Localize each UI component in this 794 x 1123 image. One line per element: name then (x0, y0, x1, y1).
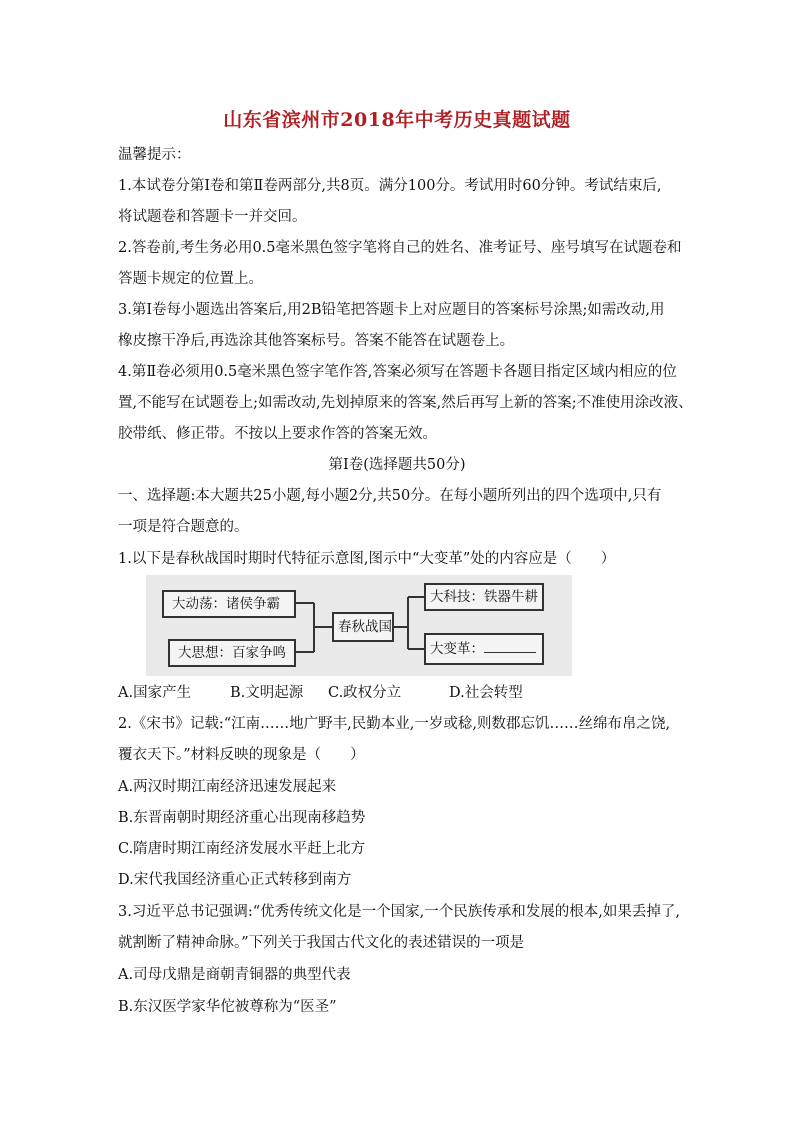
era-diagram (146, 575, 572, 676)
notice-line: 置,不能写在试题卷上;如需改动,先划掉原来的答案,然后再写上新的答案;不准使用涂改液、 (118, 395, 693, 411)
notice-line: 2.答卷前,考生务必用0.5毫米黑色签字笔将自己的姓名、准考证号、座号填写在试题卷和 (118, 240, 682, 256)
page-title: 山东省滨州市2018年中考历史真题试题 (223, 109, 571, 131)
section-intro: 一、选择题:本大题共25小题,每小题2分,共50分。在每小题所列出的四个选项中,只有 (118, 488, 662, 504)
q2-option-a: A.两汉时期江南经济迅速发展起来 (118, 779, 337, 795)
question-2-stem: 2.《宋书》记载:“江南……地广野丰,民勤本业,一岁或稔,则数郡忘饥……丝绵布帛之饶, (118, 716, 671, 732)
notice-line: 4.第Ⅱ卷必须用0.5毫米黑色签字笔作答,答案必须写在答题卡各题目指定区域内相应的位 (118, 364, 677, 380)
notice-line: 1.本试卷分第Ⅰ卷和第Ⅱ卷两部分,共8页。满分100分。考试用时60分钟。考试结束后, (118, 178, 662, 194)
q2-option-d: D.宋代我国经济重心正式转移到南方 (118, 872, 352, 888)
notice-line: 答题卡规定的位置上。 (118, 271, 263, 287)
box-center: 春秋战国 (332, 612, 394, 642)
q3-option-a: A.司母戊鼎是商朝青铜器的典型代表 (118, 967, 351, 983)
box-left-bottom: 大思想：百家争鸣 (168, 639, 296, 667)
q1-option-b: B.文明起源 (230, 685, 304, 701)
question-2-stem: 覆衣天下。”材料反映的现象是（ ） (118, 747, 365, 763)
q1-option-c: C.政权分立 (328, 685, 402, 701)
section-intro: 一项是符合题意的。 (118, 519, 249, 535)
q3-option-b: B.东汉医学家华佗被尊称为“医圣” (118, 999, 337, 1015)
answer-blank (484, 640, 536, 653)
notice-line: 橡皮擦干净后,再选涂其他答案标号。答案不能答在试题卷上。 (118, 333, 515, 349)
section-title: 第Ⅰ卷(选择题共50分) (328, 457, 466, 473)
question-3-stem: 就割断了精神命脉。”下列关于我国古代文化的表述错误的一项是 (118, 935, 525, 951)
question-3-stem: 3.习近平总书记强调:“优秀传统文化是一个国家,一个民族传承和发展的根本,如果丢掉了, (118, 904, 680, 920)
q1-option-a: A.国家产生 (118, 685, 192, 701)
notice-line: 3.第Ⅰ卷每小题选出答案后,用2B铅笔把答题卡上对应题目的答案标号涂黑;如需改动,用 (118, 302, 665, 318)
q2-option-c: C.隋唐时期江南经济发展水平赶上北方 (118, 841, 366, 857)
q2-option-b: B.东晋南朝时期经济重心出现南移趋势 (118, 810, 366, 826)
box-right-top: 大科技：铁器牛耕 (424, 583, 544, 611)
notice-line: 胶带纸、修正带。不按以上要求作答的答案无效。 (118, 426, 437, 442)
box-right-bottom-label: 大变革： (430, 641, 484, 657)
notice-line: 将试题卷和答题卡一并交回。 (118, 209, 307, 225)
notice-heading: 温馨提示： (118, 147, 191, 163)
question-1-stem: 1.以下是春秋战国时期时代特征示意图,图示中“大变革”处的内容应是（ ） (118, 551, 616, 567)
box-left-top: 大动荡：诸侯争霸 (162, 590, 296, 618)
box-right-bottom (424, 633, 544, 665)
q1-option-d: D.社会转型 (449, 685, 523, 701)
